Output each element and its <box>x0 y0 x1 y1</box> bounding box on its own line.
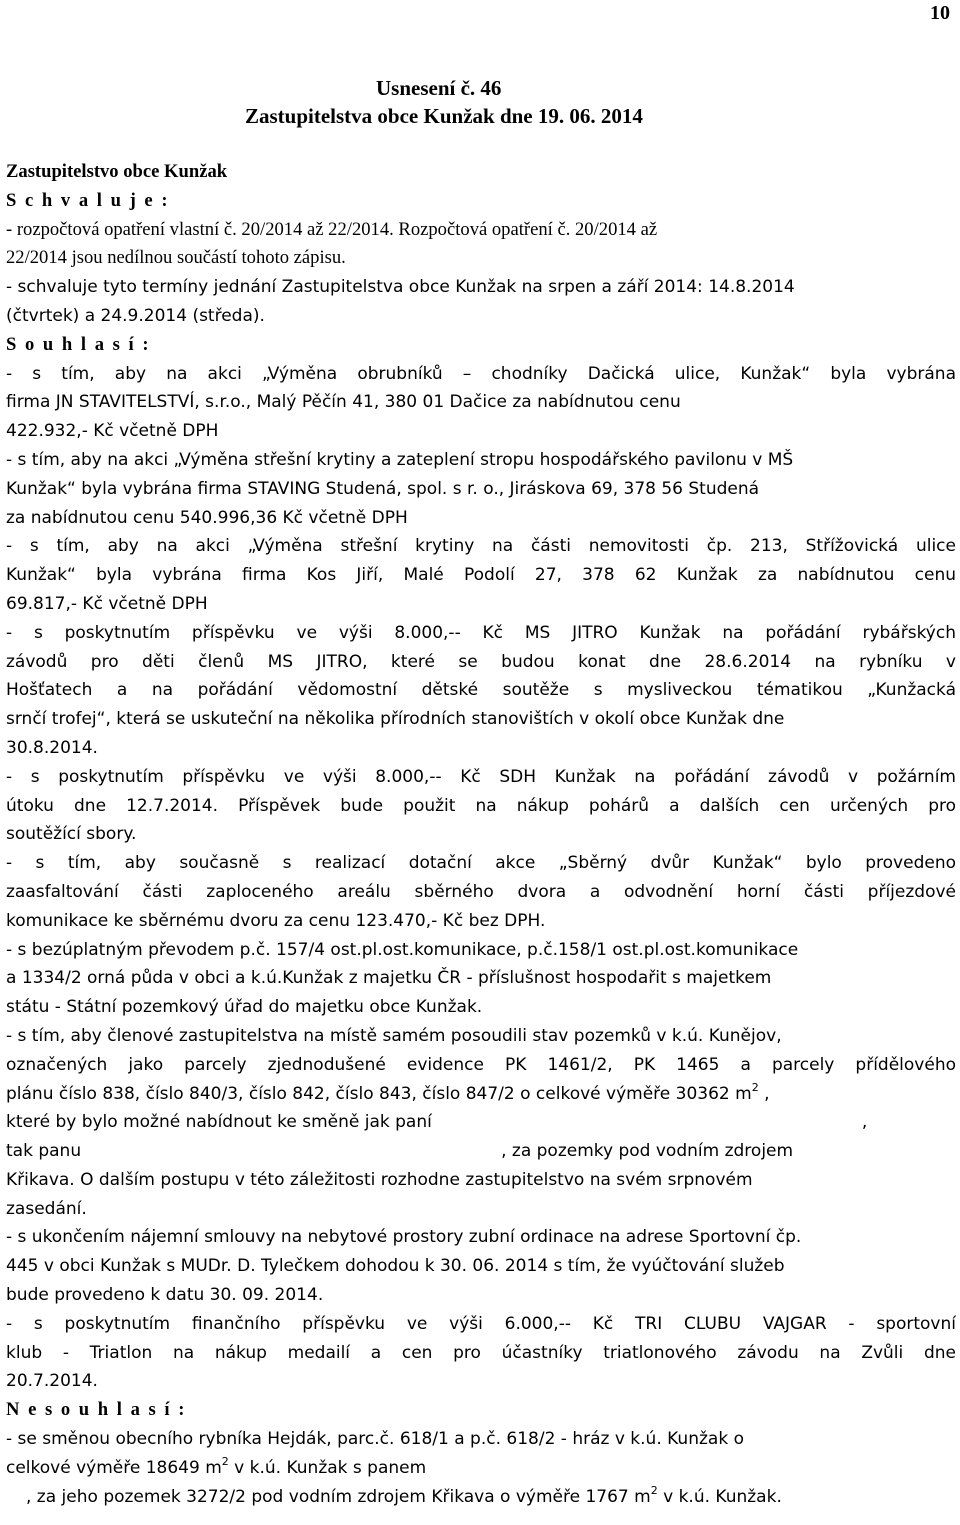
line-text: S o u h l a s í : <box>6 333 151 355</box>
text-line <box>6 302 956 331</box>
text-line <box>6 820 956 849</box>
line-text: srnčí trofej“, která se uskuteční na několika přírodních stanovištích v okolí obce Kunžak dne <box>6 709 785 730</box>
line-text: 30.8.2014. <box>6 737 98 758</box>
superscript: 2 <box>751 1080 759 1094</box>
line-text: 20.7.2014. <box>6 1371 98 1392</box>
text-line <box>6 792 956 821</box>
line-text: 22/2014 jsou nedílnou součástí tohoto zápisu. <box>6 247 346 269</box>
line-text-tail: v k.ú. Kunžak. <box>657 1486 782 1507</box>
line-text: - se směnou obecního rybníka Hejdák, parc.č. 618/1 a p.č. 618/2 - hráz v k.ú. Kunžak o <box>6 1429 744 1450</box>
text-line <box>6 849 956 878</box>
line-text: státu - Státní pozemkový úřad do majetku obce Kunžak. <box>6 997 483 1018</box>
line-text: Kunžak“ byla vybrána firma Kos Jiří, Malé Podolí 27, 378 62 Kunžak za nabídnutou cenu <box>6 565 956 586</box>
text-line <box>6 1281 956 1310</box>
line-text: bude provedeno k datu 30. 09. 2014. <box>6 1285 324 1306</box>
text-line <box>6 1425 956 1454</box>
line-text: 422.932,- Kč včetně DPH <box>6 421 219 442</box>
line-text: - s tím, aby na akci „Výměna obrubníků – chodníky Dačická ulice, Kunžak“ byla vybrána <box>6 363 956 384</box>
line-text: - s ukončením nájemní smlouvy na nebytové prostory zubní ordinace na adrese Sportovní čp. <box>6 1227 802 1248</box>
text-line <box>6 1252 956 1281</box>
text-line <box>6 648 956 677</box>
line-text-tail: , za jeho pozemek 3272/2 pod vodním zdrojem Křikava o výměře 1767 m <box>26 1486 651 1507</box>
line-text: zasedání. <box>6 1198 87 1219</box>
line-text: 445 v obci Kunžak s MUDr. D. Tylečkem dohodou k 30. 06. 2014 s tím, že vyúčtování služeb <box>6 1256 785 1277</box>
text-line <box>6 1108 956 1137</box>
text-line <box>6 1454 956 1483</box>
text-line <box>6 504 956 533</box>
text-line <box>6 1195 956 1224</box>
line-text-tail: , za pozemky pod vodním zdrojem <box>501 1141 794 1162</box>
text-line <box>6 878 956 907</box>
line-text-tail: , <box>861 1112 868 1133</box>
line-text: Kunžak“ byla vybrána firma STAVING Studená, spol. s r. o., Jiráskova 69, 378 56 Studená <box>6 478 760 499</box>
section-heading <box>6 1396 956 1425</box>
text-line <box>6 475 956 504</box>
line-text: označených jako parcely zjednodušené evidence PK 1461/2, PK 1465 a parcely přídělového <box>6 1054 956 1075</box>
line-text: útoku dne 12.7.2014. Příspěvek bude použit na nákup pohárů a dalších cen určených pro <box>6 795 956 816</box>
line-text-tail: , <box>758 1083 770 1104</box>
text-line <box>6 993 956 1022</box>
text-line <box>6 532 956 561</box>
resolution-subtitle: Zastupitelstva obce Kunžak dne 19. 06. 2014 <box>245 104 643 128</box>
text-line <box>6 676 956 705</box>
text-line <box>6 446 956 475</box>
line-text: Zastupitelstvo obce Kunžak <box>6 161 228 182</box>
line-text: tak panu <box>6 1141 82 1162</box>
text-line <box>6 907 956 936</box>
line-text: a 1334/2 orná půda v obci a k.ú.Kunžak z majetku ČR - příslušnost hospodařit s majetkem <box>6 968 772 989</box>
line-text: - s tím, aby členové zastupitelstva na místě samém posoudili stav pozemků v k.ú. Kunějov, <box>6 1025 782 1046</box>
text-line <box>6 1080 956 1109</box>
text-line <box>6 590 956 619</box>
section-heading <box>6 331 956 360</box>
line-text: závodů pro děti členů MS JITRO, které se budou konat dne 28.6.2014 na rybníku v <box>6 651 956 672</box>
text-line <box>6 1051 956 1080</box>
line-text: - s poskytnutím finančního příspěvku ve výši 6.000,-- Kč TRI CLUBU VAJGAR - sportovní <box>6 1313 956 1334</box>
line-text: soutěžící sbory. <box>6 824 137 845</box>
text-line <box>6 1339 956 1368</box>
text-line <box>6 1137 956 1166</box>
line-text: za nabídnutou cenu 540.996,36 Kč včetně DPH <box>6 507 408 528</box>
line-text: komunikace ke sběrnému dvoru za cenu 123.470,- Kč bez DPH. <box>6 910 546 931</box>
resolution-title: Usnesení č. 46 <box>376 76 502 100</box>
line-text-tail: v k.ú. Kunžak s panem <box>228 1457 427 1478</box>
line-text: - s tím, aby na akci „Výměna střešní krytiny na části nemovitosti čp. 213, Střížovická ulice <box>6 536 956 557</box>
text-line <box>6 1166 956 1195</box>
section-heading <box>6 187 956 216</box>
line-text: - s tím, aby na akci „Výměna střešní krytiny a zateplení stropu hospodářského pavilonu v MŠ <box>6 449 794 470</box>
text-line <box>6 763 956 792</box>
text-line <box>6 417 956 446</box>
text-line <box>6 273 956 302</box>
line-text: firma JN STAVITELSTVÍ, s.r.o., Malý Pěčín 41, 380 01 Dačice za nabídnutou cenu <box>6 392 681 413</box>
text-line <box>6 561 956 590</box>
text-line <box>6 964 956 993</box>
page-number: 10 <box>930 2 950 24</box>
text-line <box>6 216 956 245</box>
text-line <box>6 1223 956 1252</box>
text-line <box>6 158 956 187</box>
line-text: plánu číslo 838, číslo 840/3, číslo 842, číslo 843, číslo 847/2 o celkové výměře 30362 m <box>6 1083 752 1104</box>
line-text: - s bezúplatným převodem p.č. 157/4 ost.pl.ost.komunikace, p.č.158/1 ost.pl.ost.komunikace <box>6 939 799 960</box>
line-text: Hošťatech a na pořádání vědomostní dětské soutěže s mysliveckou tématikou „Kunžacká <box>6 680 956 701</box>
text-line <box>6 1367 956 1396</box>
text-line <box>6 705 956 734</box>
line-text: - schvaluje tyto termíny jednání Zastupitelstva obce Kunžak na srpen a září 2014: 14.8.2014 <box>6 277 795 298</box>
text-line <box>6 619 956 648</box>
resolution-body <box>6 158 956 1511</box>
line-text: Křikava. O dalším postupu v této záležitosti rozhodne zastupitelstvo na svém srpnovém <box>6 1169 753 1190</box>
line-text: - rozpočtová opatření vlastní č. 20/2014 až 22/2014. Rozpočtová opatření č. 20/2014 až <box>6 218 658 240</box>
superscript: 2 <box>650 1483 658 1497</box>
line-text: 69.817,- Kč včetně DPH <box>6 593 208 614</box>
text-line <box>6 1022 956 1051</box>
line-text: zaasfaltování části zaploceného areálu sběrného dvora a odvodnění horní části příjezdové <box>6 881 956 902</box>
line-text: klub - Triatlon na nákup medailí a cen pro účastníky triatlonového závodu na Zvůli dne <box>6 1342 956 1363</box>
line-text: (čtvrtek) a 24.9.2014 (středa). <box>6 305 265 326</box>
line-text: - s poskytnutím příspěvku ve výši 8.000,-- Kč SDH Kunžak na pořádání závodů v požárním <box>6 766 956 787</box>
text-line <box>6 388 956 417</box>
line-text: které by bylo možné nabídnout ke směně jak paní <box>6 1112 432 1133</box>
line-text: - s tím, aby současně s realizací dotační akce „Sběrný dvůr Kunžak“ bylo provedeno <box>6 853 956 874</box>
line-text: celkové výměře 18649 m <box>6 1457 222 1478</box>
text-line <box>6 936 956 965</box>
line-text: S c h v a l u j e : <box>6 189 170 211</box>
text-line <box>6 1310 956 1339</box>
line-text: N e s o u h l a s í : <box>6 1399 187 1421</box>
text-line <box>6 1483 956 1512</box>
text-line <box>6 360 956 389</box>
text-line <box>6 244 956 273</box>
superscript: 2 <box>221 1454 229 1468</box>
text-line <box>6 734 956 763</box>
line-text: - s poskytnutím příspěvku ve výši 8.000,-- Kč MS JITRO Kunžak na pořádání rybářských <box>6 622 956 643</box>
